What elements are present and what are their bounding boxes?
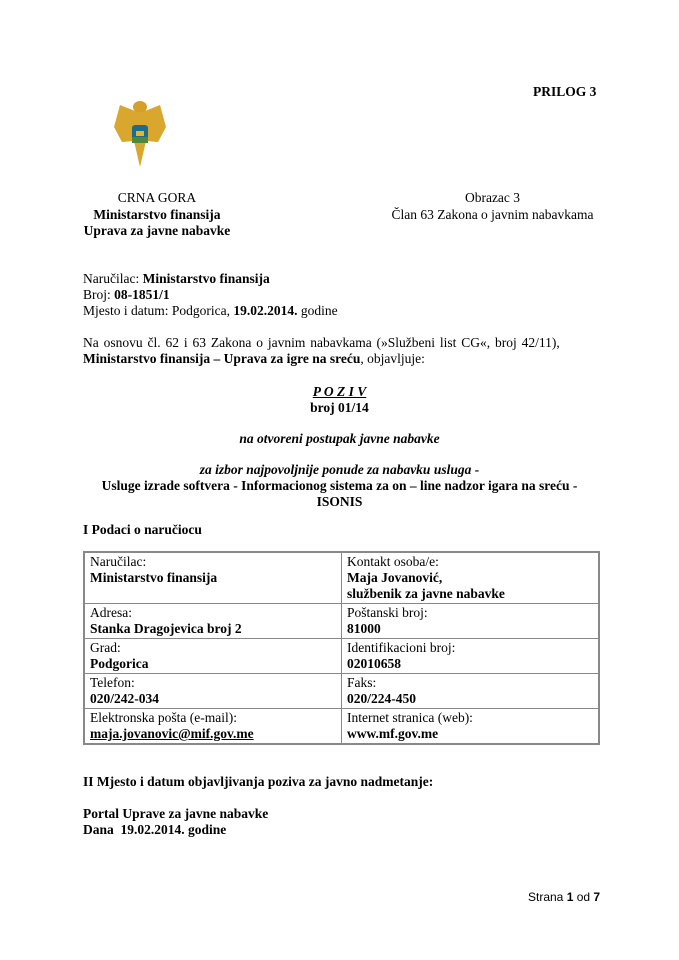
document-title: P O Z I V [312, 384, 367, 399]
procedure-type: na otvoreni postupak javne nabavke [239, 431, 440, 446]
subject-line-3: ISONIS [316, 494, 363, 509]
table-cell: Kontakt osoba/e: Maja Jovanović, službenik za javne nabavke [342, 552, 600, 604]
email-link[interactable]: maja.jovanovic@mif.gov.me [90, 726, 254, 741]
country-name: CRNA GORA [117, 190, 197, 205]
call-number: broj 01/14 [310, 400, 369, 415]
table-cell: Telefon: 020/242-034 [84, 674, 342, 709]
article-label: Član 63 Zakona o javnim nabavkama [391, 207, 594, 222]
table-cell: Internet stranica (web): www.mf.gov.me [342, 709, 600, 745]
table-cell: Identifikacioni broj: 02010658 [342, 639, 600, 674]
website-link[interactable]: www.mf.gov.me [347, 726, 439, 741]
contracting-authority: Naručilac: Ministarstvo finansija [83, 271, 270, 286]
table-cell: Adresa: Stanka Dragojevica broj 2 [84, 604, 342, 639]
table-row [84, 709, 599, 745]
table-cell: Naručilac: Ministarstvo finansija [84, 552, 342, 604]
form-label: Obrazac 3 [464, 190, 521, 205]
publication-place: Portal Uprave za javne nabavke [83, 806, 269, 821]
contracting-authority-table [83, 551, 600, 745]
intro-line-1: Na osnovu čl. 62 i 63 Zakona o javnim nabavkama (»Službeni list CG«, broj 42/11), [83, 335, 560, 350]
table-row [84, 674, 599, 709]
publication-date: Dana 19.02.2014. godine [83, 822, 227, 837]
section-2-heading: II Mjesto i datum objavljivanja poziva za javno nadmetanje: [83, 774, 434, 789]
intro-line-2: Ministarstvo finansija – Uprava za igre na sreću, objavljuje: [83, 351, 425, 366]
table-cell: Poštanski broj: 81000 [342, 604, 600, 639]
table-row [84, 604, 599, 639]
ministry-name: Ministarstvo finansija [93, 207, 221, 222]
table-cell: Elektronska pošta (e-mail): maja.jovanovic@mif.gov.me [84, 709, 342, 745]
table-row [84, 639, 599, 674]
authority-name: Uprava za javne nabavke [83, 223, 231, 238]
annex-label: PRILOG 3 [533, 84, 597, 99]
subject-line-2: Usluge izrade softvera - Informacionog sistema za on – line nadzor igara na sreću - [101, 478, 578, 493]
table-cell: Grad: Podgorica [84, 639, 342, 674]
page-number: Strana 1 od 7 [528, 890, 601, 904]
place-date: Mjesto i datum: Podgorica, 19.02.2014. godine [83, 303, 338, 318]
table-row [84, 552, 599, 604]
section-1-heading: I Podaci o naručiocu [83, 522, 202, 537]
table-cell: Faks: 020/224-450 [342, 674, 600, 709]
coat-of-arms-icon [112, 97, 168, 173]
subject-line-1: za izbor najpovoljnije ponude za nabavku usluga - [199, 462, 480, 477]
reference-number: Broj: 08-1851/1 [83, 287, 170, 302]
